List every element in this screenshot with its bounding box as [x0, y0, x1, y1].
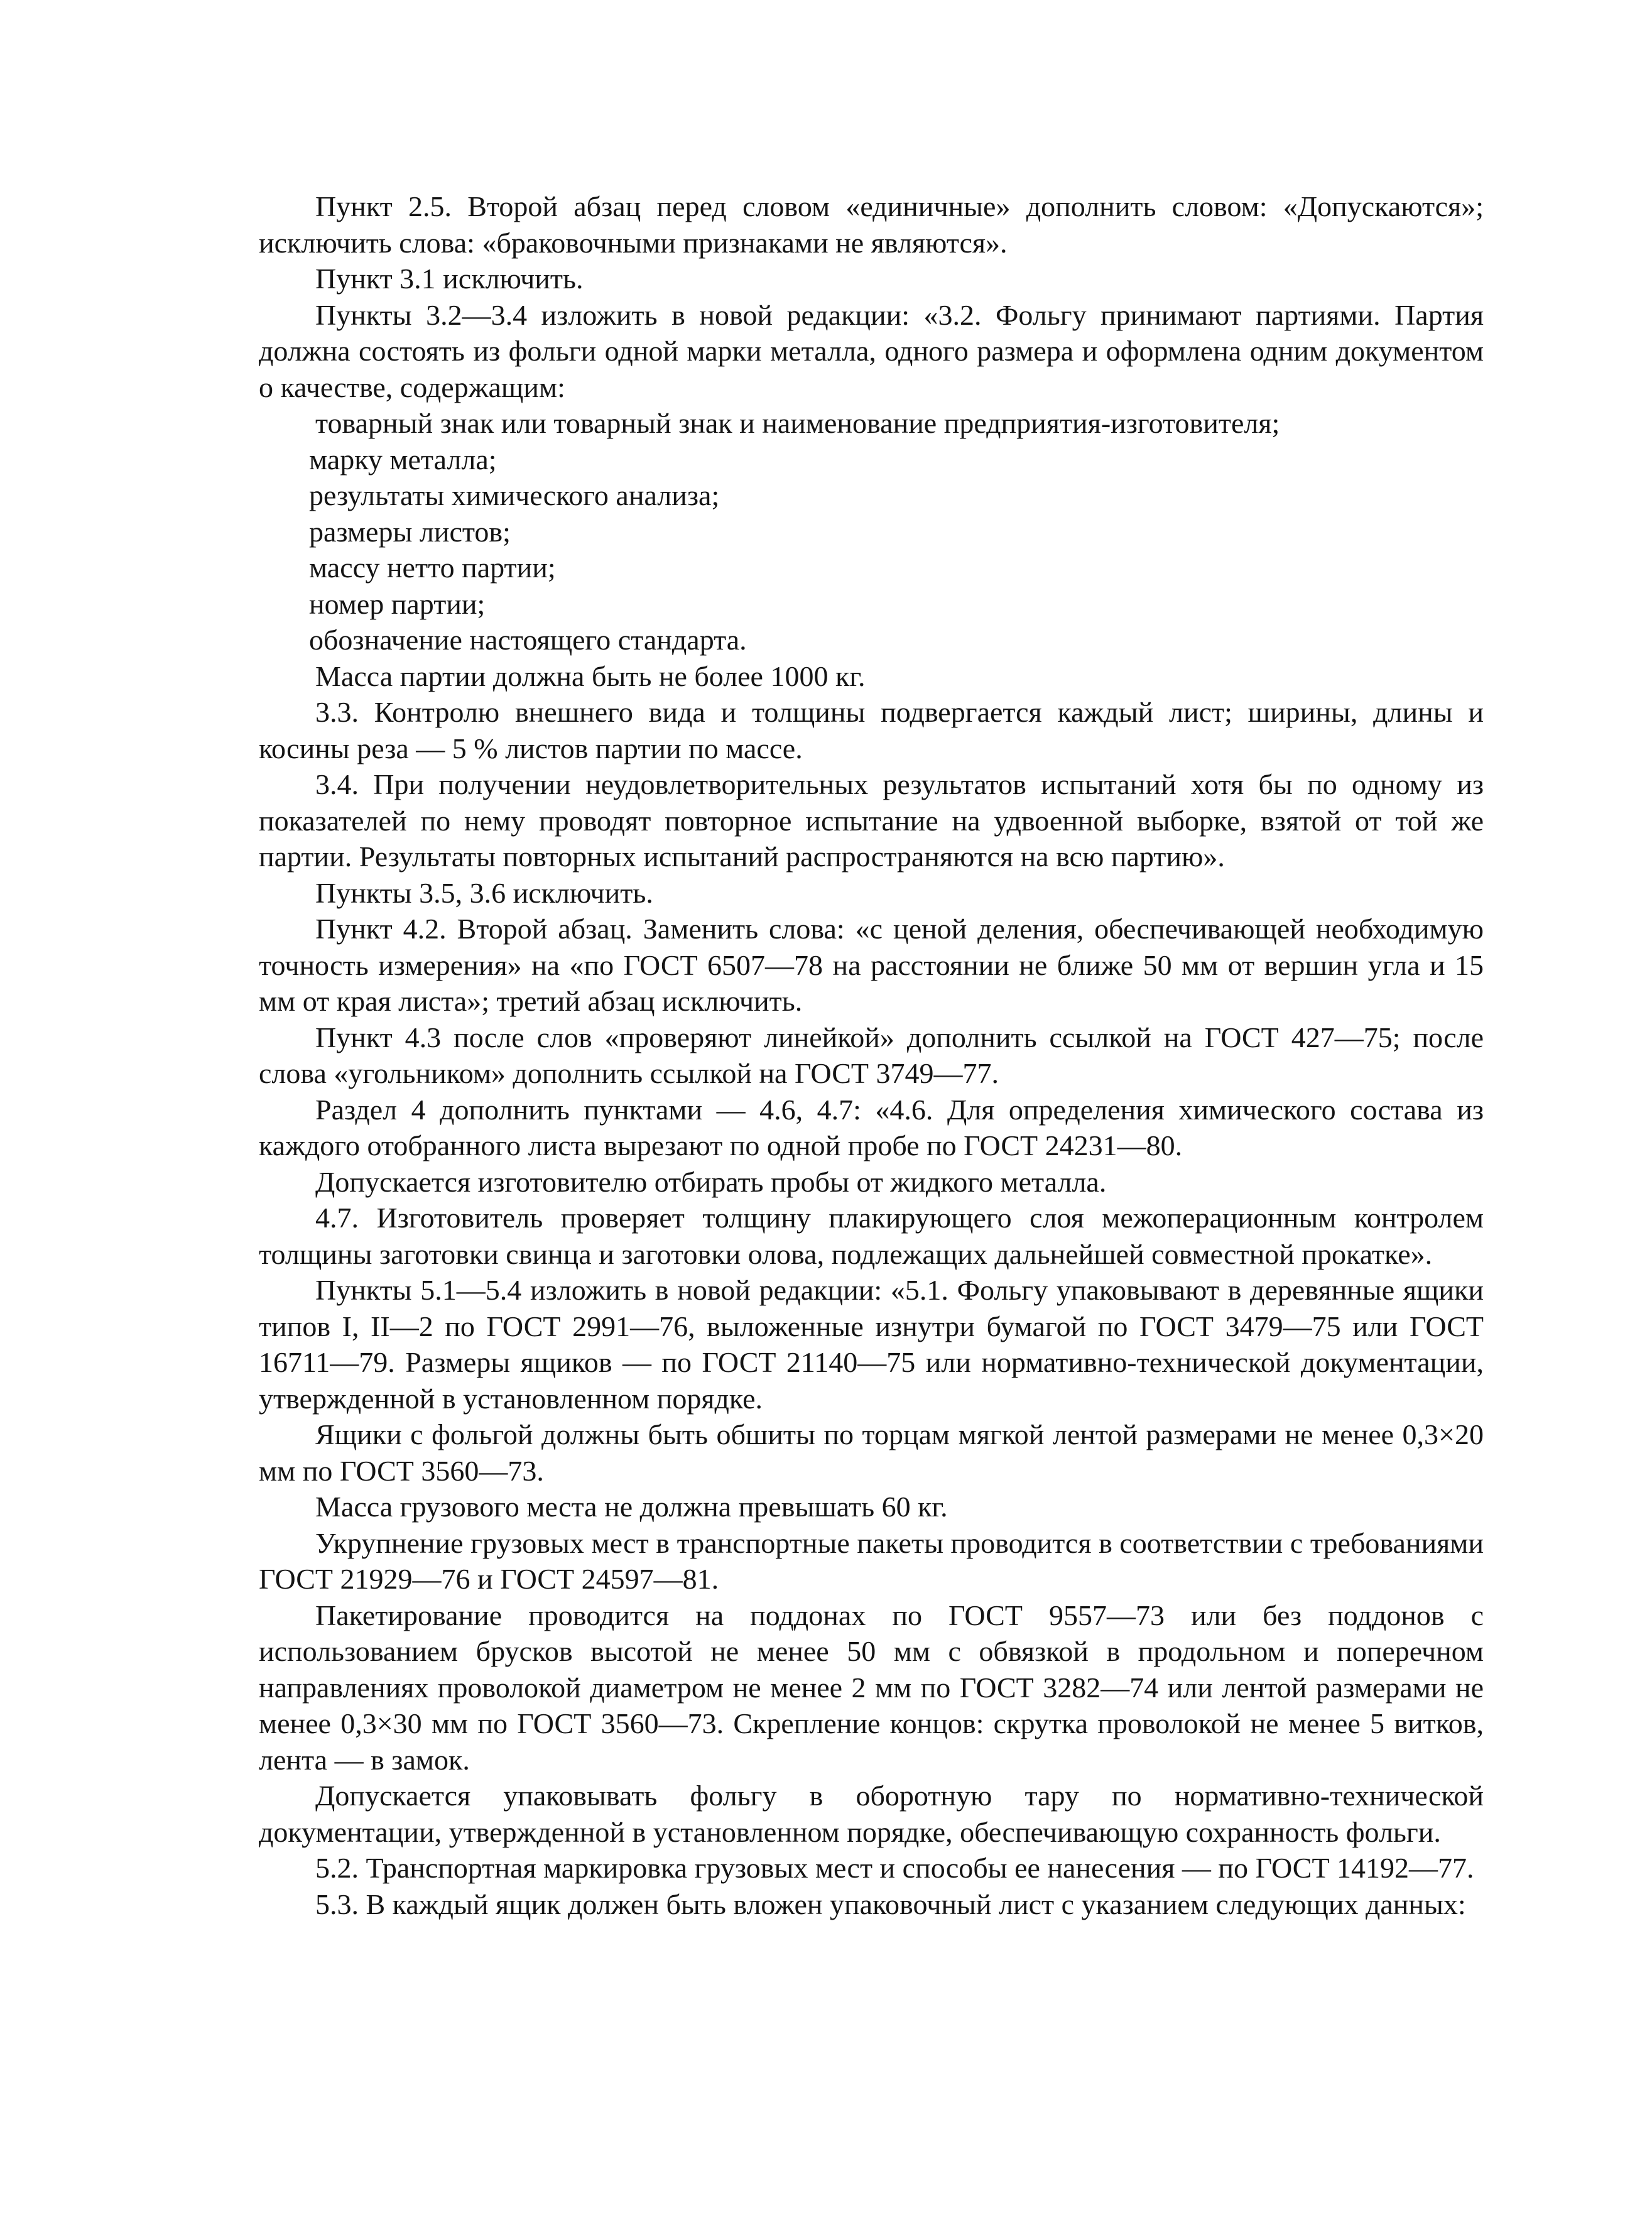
paragraph: товарный знак или товарный знак и наименование предприятия-изготовителя; — [315, 407, 1280, 439]
paragraph: Пункты 5.1—5.4 изложить в новой редакции: «5.1. Фольгу упаковывают в деревянные ящики типов I, II—2 по ГОСТ 2991—76, выложенные изнутри бумагой по ГОСТ 3479—75 или ГОСТ 16711—79. Размеры ящиков — по ГОСТ 21140—75 или нормативно-технической документации, утвержденной в установленном порядке. — [259, 1274, 1484, 1415]
list-item: обозначение настоящего стандарта. — [309, 624, 747, 656]
list-item: номер партии; — [309, 587, 486, 620]
paragraph: Допускается изготовителю отбирать пробы от жидкого металла. — [315, 1165, 1107, 1198]
list-item: марку металла; — [309, 443, 497, 476]
paragraph: 3.3. Контролю внешнего вида и толщины подвергается каждый лист; ширины, длины и косины реза — 5 % листов партии по массе. — [259, 696, 1484, 764]
paragraph: Пункт 2.5. Второй абзац перед словом «единичные» дополнить словом: «Допускаются»; исключить слова: «браковочными признаками не являются». — [259, 190, 1484, 259]
paragraph: 4.7. Изготовитель проверяет толщину плакирующего слоя межоперационным контролем толщины заготовки свинца и заготовки олова, подлежащих дальнейшей совместной прокатке». — [259, 1202, 1484, 1270]
paragraph: Укрупнение грузовых мест в транспортные пакеты проводится в соответствии с требованиями ГОСТ 21929—76 и ГОСТ 24597—81. — [259, 1526, 1484, 1595]
paragraph: Раздел 4 дополнить пунктами — 4.6, 4.7: «4.6. Для определения химического состава из каждого отобранного листа вырезают по одной пробе по ГОСТ 24231—80. — [259, 1093, 1484, 1161]
list-item: массу нетто партии; — [309, 552, 556, 584]
paragraph: Пункт 3.1 исключить. — [315, 263, 584, 295]
paragraph: 5.2. Транспортная маркировка грузовых мест и способы ее нанесения — по ГОСТ 14192—77. — [315, 1852, 1474, 1884]
paragraph: Масса грузового места не должна превышать 60 кг. — [315, 1491, 948, 1523]
paragraph: Пункты 3.2—3.4 изложить в новой редакции: «3.2. Фольгу принимают партиями. Партия должна состоять из фольги одной марки металла, одного размера и оформлена одним документом о качестве, содержащим: — [259, 298, 1484, 403]
paragraph: Масса партии должна быть не более 1000 кг. — [315, 660, 866, 692]
paragraph: Допускается упаковывать фольгу в оборотную тару по нормативно-технической документации, утвержденной в установленном порядке, обеспечивающую сохранность фольги. — [259, 1780, 1484, 1848]
paragraph: Пакетирование проводится на поддонах по ГОСТ 9557—73 или без поддонов с использованием брусков высотой не менее 50 мм с обвязкой в продольном и поперечном направлениях проволокой диаметром не менее 2 мм по ГОСТ 3282—74 или лентой размерами не менее 0,3×30 мм по ГОСТ 3560—73. Скрепление концов: скрутка проволокой не менее 5 витков, лента — в замок. — [259, 1599, 1484, 1776]
paragraph: 3.4. При получении неудовлетворительных результатов испытаний хотя бы по одному из показателей по нему проводят повторное испытание на удвоенной выборке, взятой от той же партии. Результаты повторных испытаний распространяются на всю партию». — [259, 768, 1484, 873]
paragraph: 5.3. В каждый ящик должен быть вложен упаковочный лист с указанием следующих данных: — [315, 1888, 1466, 1920]
paragraph: Пункты 3.5, 3.6 исключить. — [315, 876, 653, 909]
document-body — [259, 188, 1484, 1922]
list-item: размеры листов; — [309, 515, 511, 548]
list-item: результаты химического анализа; — [309, 479, 720, 511]
paragraph: Ящики с фольгой должны быть обшиты по торцам мягкой лентой размерами не менее 0,3×20 мм по ГОСТ 3560—73. — [259, 1418, 1484, 1487]
paragraph: Пункт 4.2. Второй абзац. Заменить слова: «с ценой деления, обеспечивающей необходимую точность измерения» на «по ГОСТ 6507—78 на расстоянии не ближе 50 мм от вершин угла и 15 мм от края листа»; третий абзац исключить. — [259, 913, 1484, 1017]
paragraph: Пункт 4.3 после слов «проверяют линейкой» дополнить ссылкой на ГОСТ 427—75; после слова «угольником» дополнить ссылкой на ГОСТ 3749—77. — [259, 1021, 1484, 1089]
